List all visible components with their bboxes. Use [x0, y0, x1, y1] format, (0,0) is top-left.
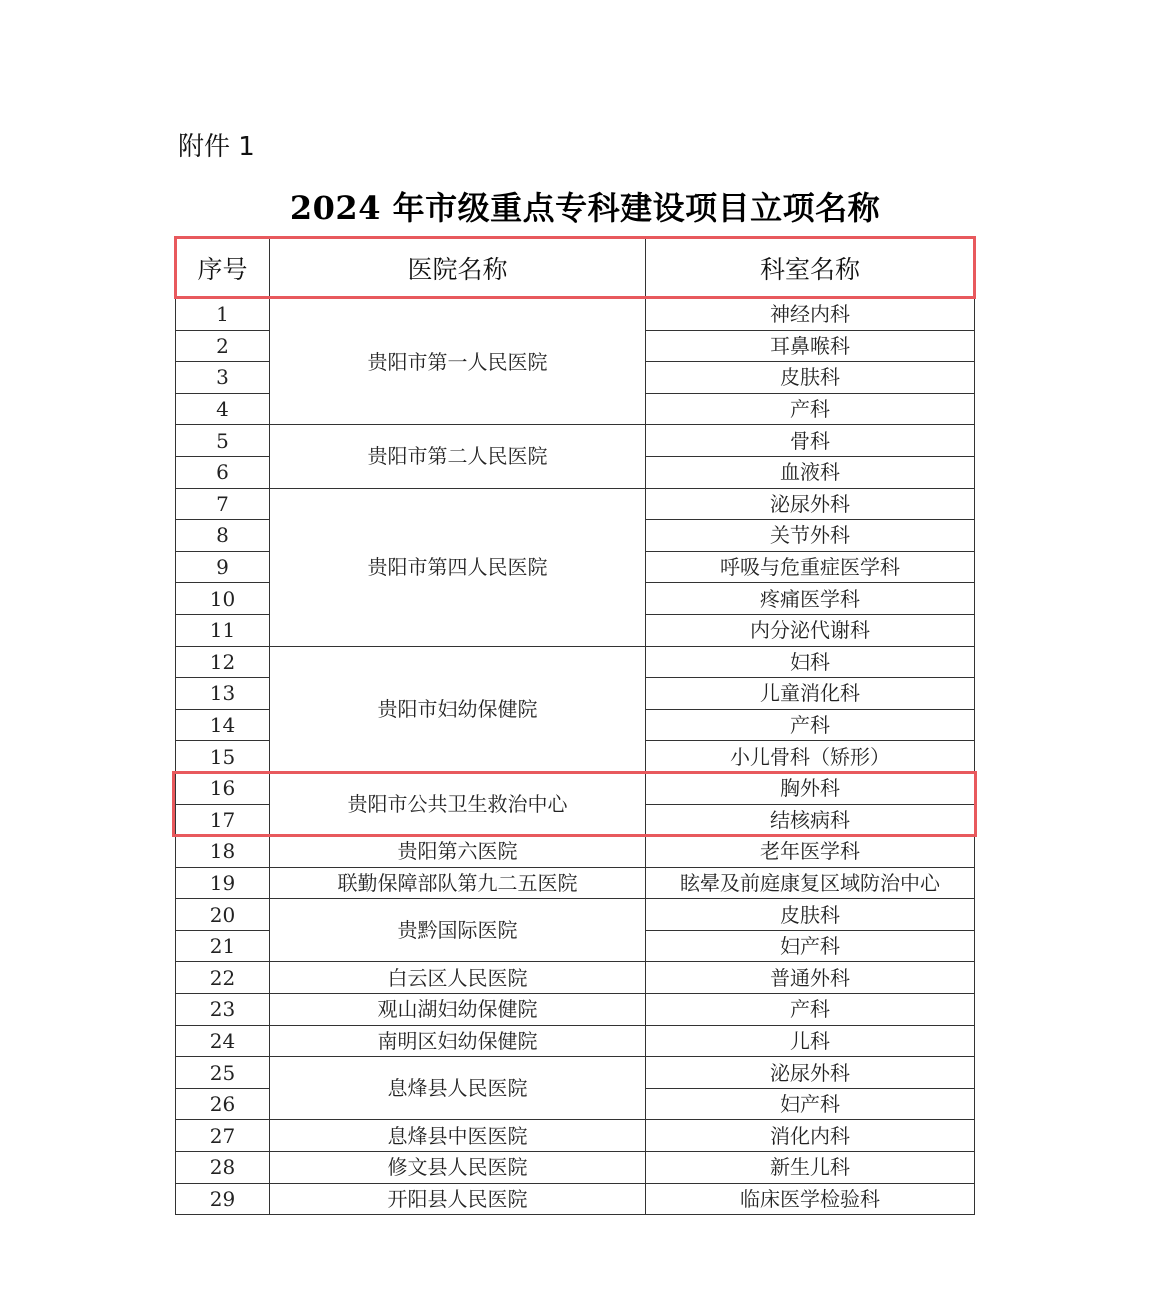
serial-no-cell: 21 [176, 930, 270, 962]
department-name-cell: 皮肤科 [646, 362, 975, 394]
department-name-cell: 皮肤科 [646, 899, 975, 931]
department-name-cell: 儿童消化科 [646, 678, 975, 710]
serial-no-cell: 23 [176, 994, 270, 1026]
hospital-name-cell: 息烽县中医医院 [270, 1120, 646, 1152]
serial-no-cell: 6 [176, 456, 270, 488]
hospital-name-cell: 贵阳市第一人民医院 [270, 299, 646, 425]
serial-no-cell: 7 [176, 488, 270, 520]
department-name-cell: 骨科 [646, 425, 975, 457]
serial-no-cell: 11 [176, 614, 270, 646]
department-name-cell: 新生儿科 [646, 1152, 975, 1184]
document-title: 2024 年市级重点专科建设项目立项名称 [289, 189, 881, 227]
department-name-cell: 血液科 [646, 456, 975, 488]
serial-no-cell: 18 [176, 836, 270, 868]
serial-no-cell: 5 [176, 425, 270, 457]
table-row [176, 772, 975, 804]
serial-no-cell: 16 [176, 772, 270, 804]
department-name-cell: 老年医学科 [646, 836, 975, 868]
serial-no-cell: 24 [176, 1025, 270, 1057]
table-row [176, 1183, 975, 1215]
table-row [176, 646, 975, 678]
serial-no-cell: 20 [176, 899, 270, 931]
serial-no-cell: 2 [176, 330, 270, 362]
hospital-name-cell: 南明区妇幼保健院 [270, 1025, 646, 1057]
serial-no-cell: 25 [176, 1057, 270, 1089]
project-table [175, 237, 975, 1215]
department-name-cell: 普通外科 [646, 962, 975, 994]
table-header-row [176, 238, 975, 299]
department-name-cell: 产科 [646, 709, 975, 741]
table-row [176, 962, 975, 994]
table-row [176, 299, 975, 331]
hospital-name-cell: 息烽县人民医院 [270, 1057, 646, 1120]
serial-no-cell: 15 [176, 741, 270, 773]
serial-no-cell: 1 [176, 299, 270, 331]
department-name-cell: 产科 [646, 994, 975, 1026]
serial-no-cell: 4 [176, 393, 270, 425]
serial-no-cell: 29 [176, 1183, 270, 1215]
hospital-name-cell: 贵阳第六医院 [270, 836, 646, 868]
hospital-name-cell: 白云区人民医院 [270, 962, 646, 994]
serial-no-cell: 27 [176, 1120, 270, 1152]
serial-no-cell: 12 [176, 646, 270, 678]
table-row [176, 1120, 975, 1152]
department-name-cell: 妇产科 [646, 930, 975, 962]
department-name-cell: 内分泌代谢科 [646, 614, 975, 646]
department-name-cell: 关节外科 [646, 520, 975, 552]
hospital-name-cell: 贵黔国际医院 [270, 899, 646, 962]
department-name-cell: 消化内科 [646, 1120, 975, 1152]
serial-no-cell: 10 [176, 583, 270, 615]
department-name-cell: 泌尿外科 [646, 1057, 975, 1089]
hospital-name-cell: 贵阳市第二人民医院 [270, 425, 646, 488]
department-name-cell: 妇科 [646, 646, 975, 678]
serial-no-cell: 26 [176, 1088, 270, 1120]
department-name-cell: 泌尿外科 [646, 488, 975, 520]
department-name-cell: 神经内科 [646, 299, 975, 331]
department-name-cell: 临床医学检验科 [646, 1183, 975, 1215]
serial-no-cell: 28 [176, 1152, 270, 1184]
department-name-cell: 耳鼻喉科 [646, 330, 975, 362]
hospital-name-cell: 修文县人民医院 [270, 1152, 646, 1184]
table-row [176, 1152, 975, 1184]
department-name-cell: 疼痛医学科 [646, 583, 975, 615]
department-name-cell: 产科 [646, 393, 975, 425]
table-row [176, 867, 975, 899]
serial-no-cell: 13 [176, 678, 270, 710]
table-row [176, 1025, 975, 1057]
table-body [176, 299, 975, 1215]
table-row [176, 1057, 975, 1089]
serial-no-cell: 14 [176, 709, 270, 741]
header-hospital-name: 医院名称 [270, 238, 646, 299]
table-row [176, 488, 975, 520]
table-row [176, 836, 975, 868]
table-row [176, 899, 975, 931]
serial-no-cell: 19 [176, 867, 270, 899]
department-name-cell: 胸外科 [646, 772, 975, 804]
serial-no-cell: 3 [176, 362, 270, 394]
department-name-cell: 小儿骨科（矫形） [646, 741, 975, 773]
hospital-name-cell: 贵阳市妇幼保健院 [270, 646, 646, 772]
department-name-cell: 结核病科 [646, 804, 975, 836]
department-name-cell: 儿科 [646, 1025, 975, 1057]
attachment-label: 附件 1 [178, 132, 255, 162]
hospital-name-cell: 贵阳市公共卫生救治中心 [270, 772, 646, 835]
serial-no-cell: 22 [176, 962, 270, 994]
header-serial-no: 序号 [176, 238, 270, 299]
serial-no-cell: 8 [176, 520, 270, 552]
serial-no-cell: 9 [176, 551, 270, 583]
serial-no-cell: 17 [176, 804, 270, 836]
department-name-cell: 妇产科 [646, 1088, 975, 1120]
table-row [176, 994, 975, 1026]
department-name-cell: 呼吸与危重症医学科 [646, 551, 975, 583]
hospital-name-cell: 贵阳市第四人民医院 [270, 488, 646, 646]
hospital-name-cell: 联勤保障部队第九二五医院 [270, 867, 646, 899]
hospital-name-cell: 开阳县人民医院 [270, 1183, 646, 1215]
hospital-name-cell: 观山湖妇幼保健院 [270, 994, 646, 1026]
table-row [176, 425, 975, 457]
header-department-name: 科室名称 [646, 238, 975, 299]
department-name-cell: 眩晕及前庭康复区域防治中心 [646, 867, 975, 899]
